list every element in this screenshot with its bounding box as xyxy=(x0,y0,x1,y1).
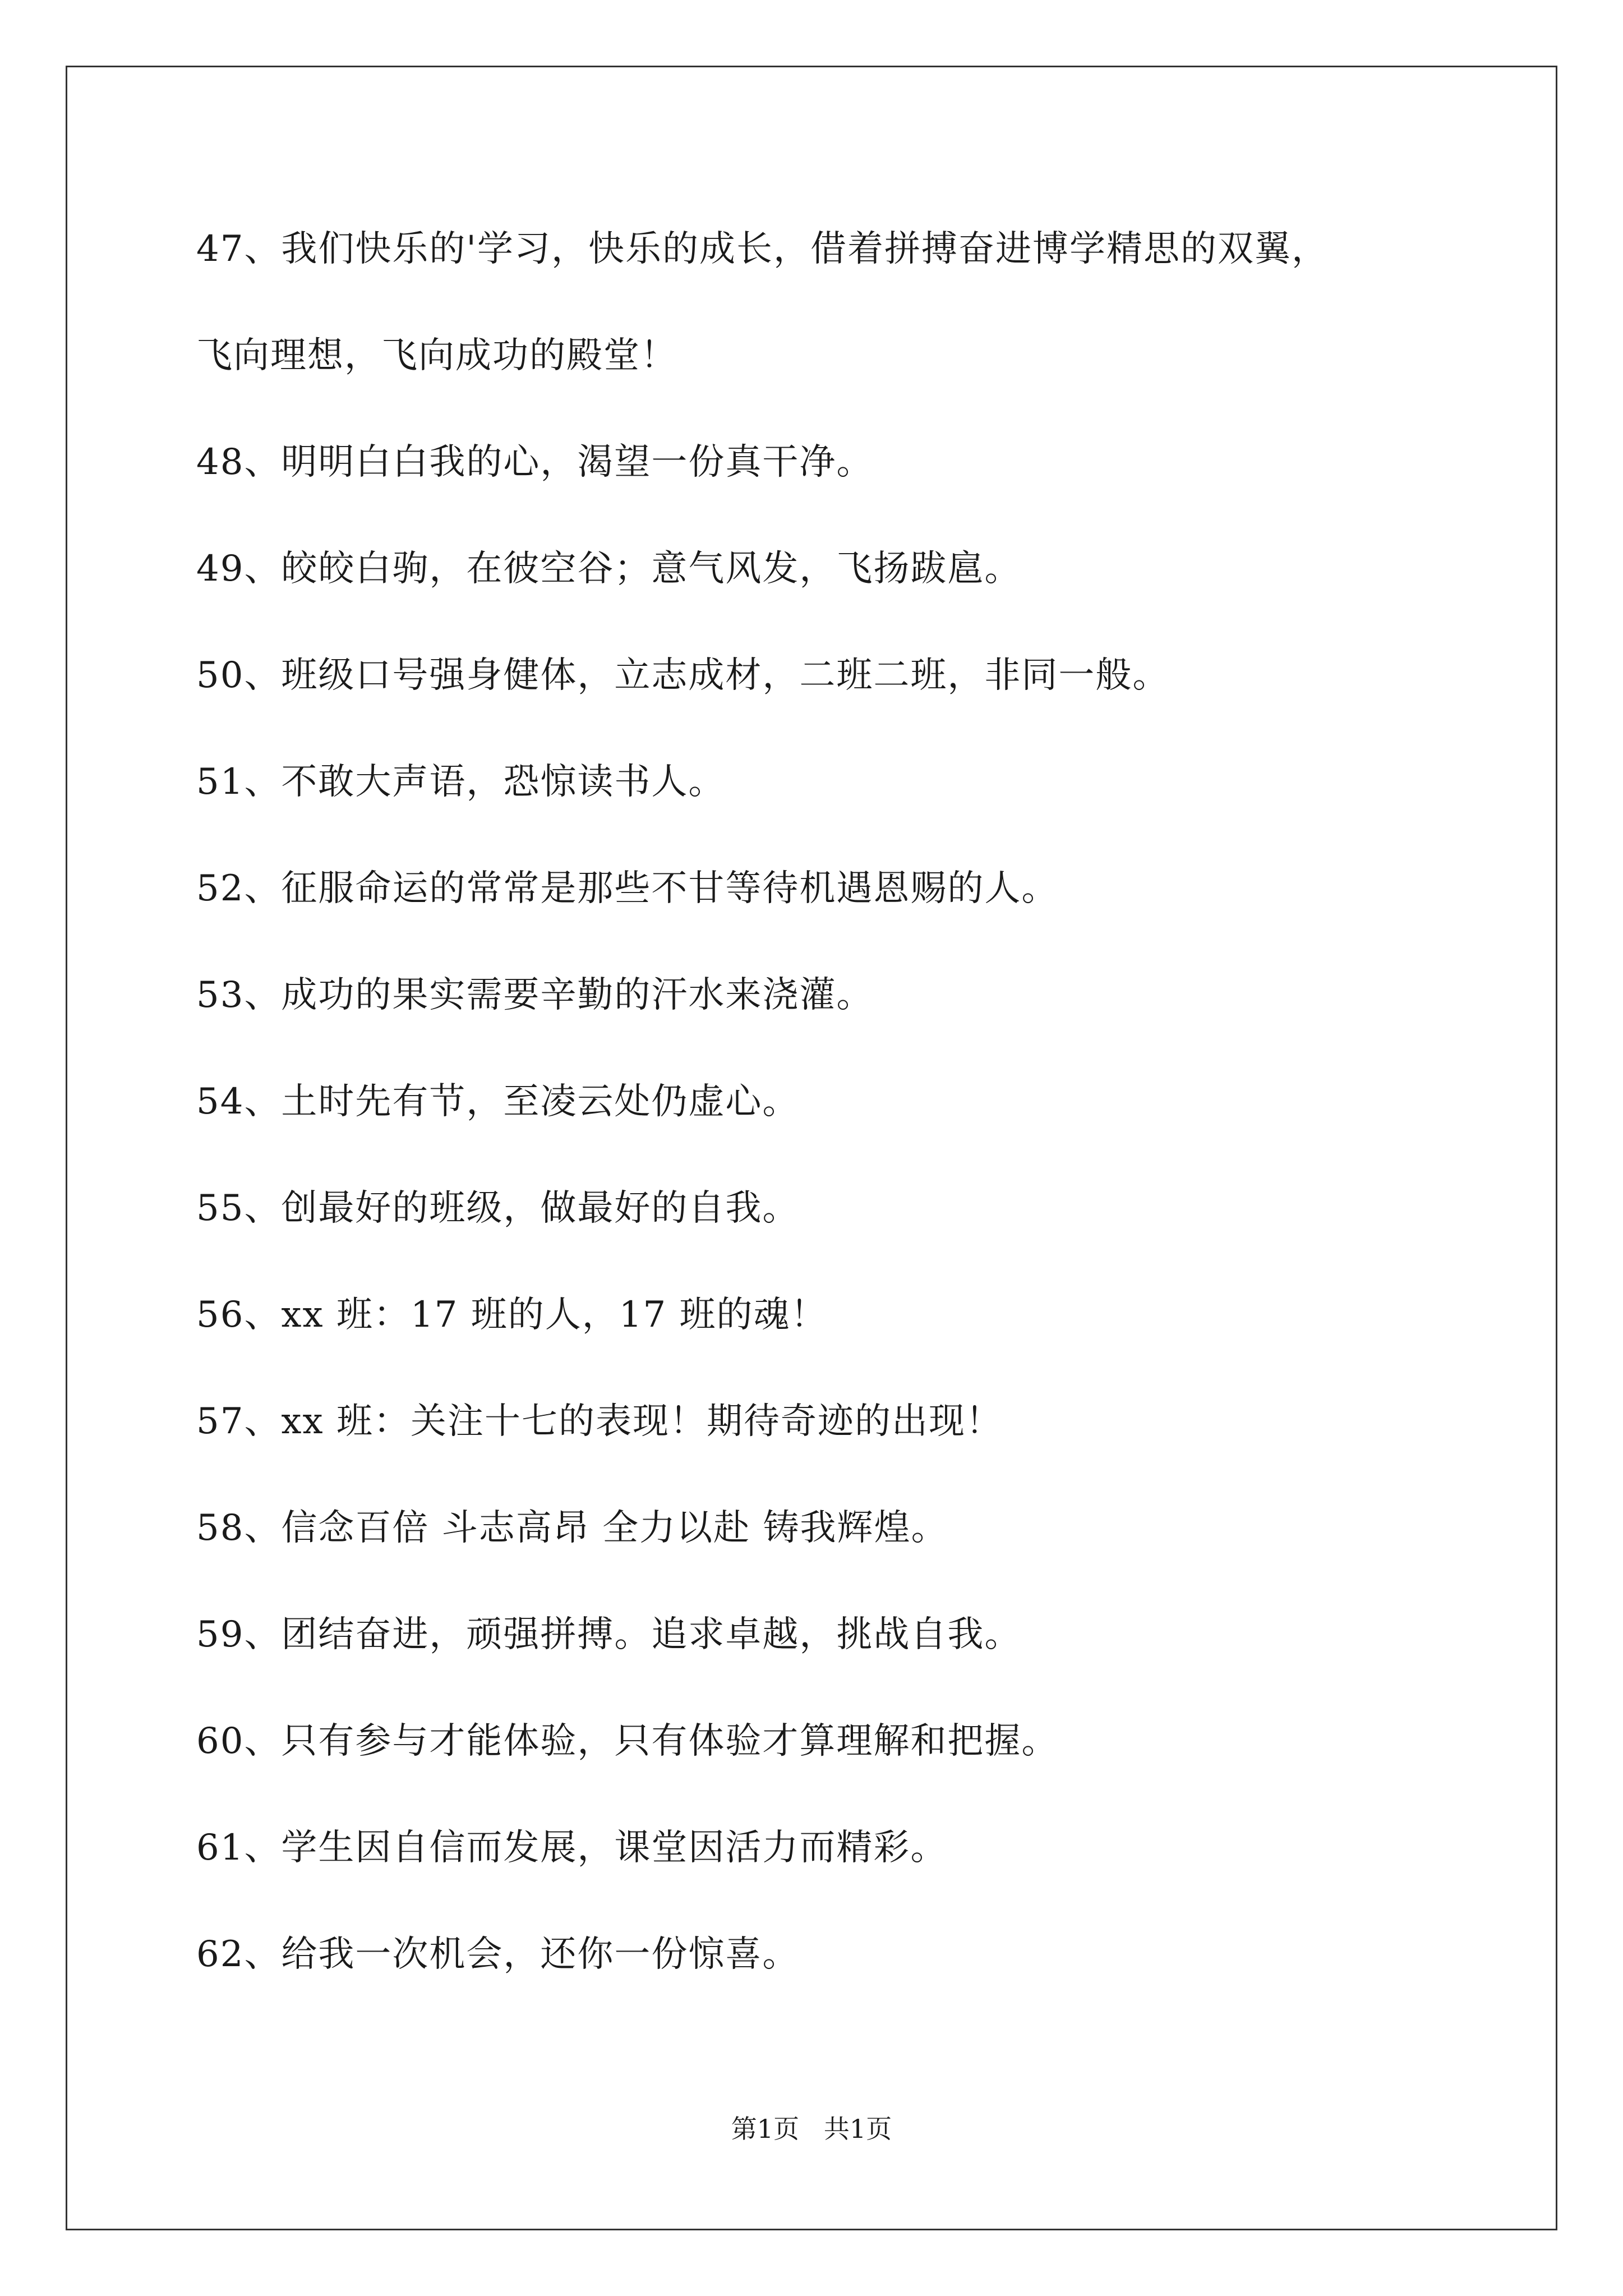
text-line: 49、皎皎白驹，在彼空谷；意气风发，飞扬跋扈。 xyxy=(196,548,1022,590)
page-border xyxy=(66,66,1557,2230)
text-line: 55、创最好的班级，做最好的自我。 xyxy=(196,1188,800,1229)
page-footer: 第1页 共1页 xyxy=(731,2114,892,2144)
text-line: 62、给我一次机会，还你一份惊喜。 xyxy=(196,1934,800,1975)
text-line: 60、只有参与才能体验，只有体验才算理解和把握。 xyxy=(196,1720,1059,1762)
text-line: 51、不敢大声语，恐惊读书人。 xyxy=(196,761,726,803)
text-line: 57、xx 班：关注十七的表现！期待奇迹的出现！ xyxy=(196,1401,1003,1442)
text-line: 58、信念百倍 斗志高昂 全力以赴 铸我辉煌。 xyxy=(196,1507,948,1549)
text-line: 54、土时先有节，至凌云处仍虚心。 xyxy=(196,1081,800,1122)
text-line: 52、征服命运的常常是那些不甘等待机遇恩赐的人。 xyxy=(196,868,1059,909)
text-line: 飞向理想，飞向成功的殿堂！ xyxy=(196,335,677,376)
text-line: 56、xx 班：17 班的人，17 班的魂！ xyxy=(196,1294,828,1336)
text-line: 53、成功的果实需要辛勤的汗水来浇灌。 xyxy=(196,974,874,1016)
text-line: 48、明明白白我的心，渴望一份真干净。 xyxy=(196,441,874,483)
text-line: 59、团结奋进，顽强拼搏。追求卓越，挑战自我。 xyxy=(196,1614,1022,1655)
text-line: 47、我们快乐的'学习，快乐的成长，借着拼搏奋进博学精思的双翼， xyxy=(196,228,1329,270)
text-line: 61、学生因自信而发展，课堂因活力而精彩。 xyxy=(196,1827,948,1869)
text-line: 50、班级口号强身健体，立志成材，二班二班，非同一般。 xyxy=(196,655,1170,696)
